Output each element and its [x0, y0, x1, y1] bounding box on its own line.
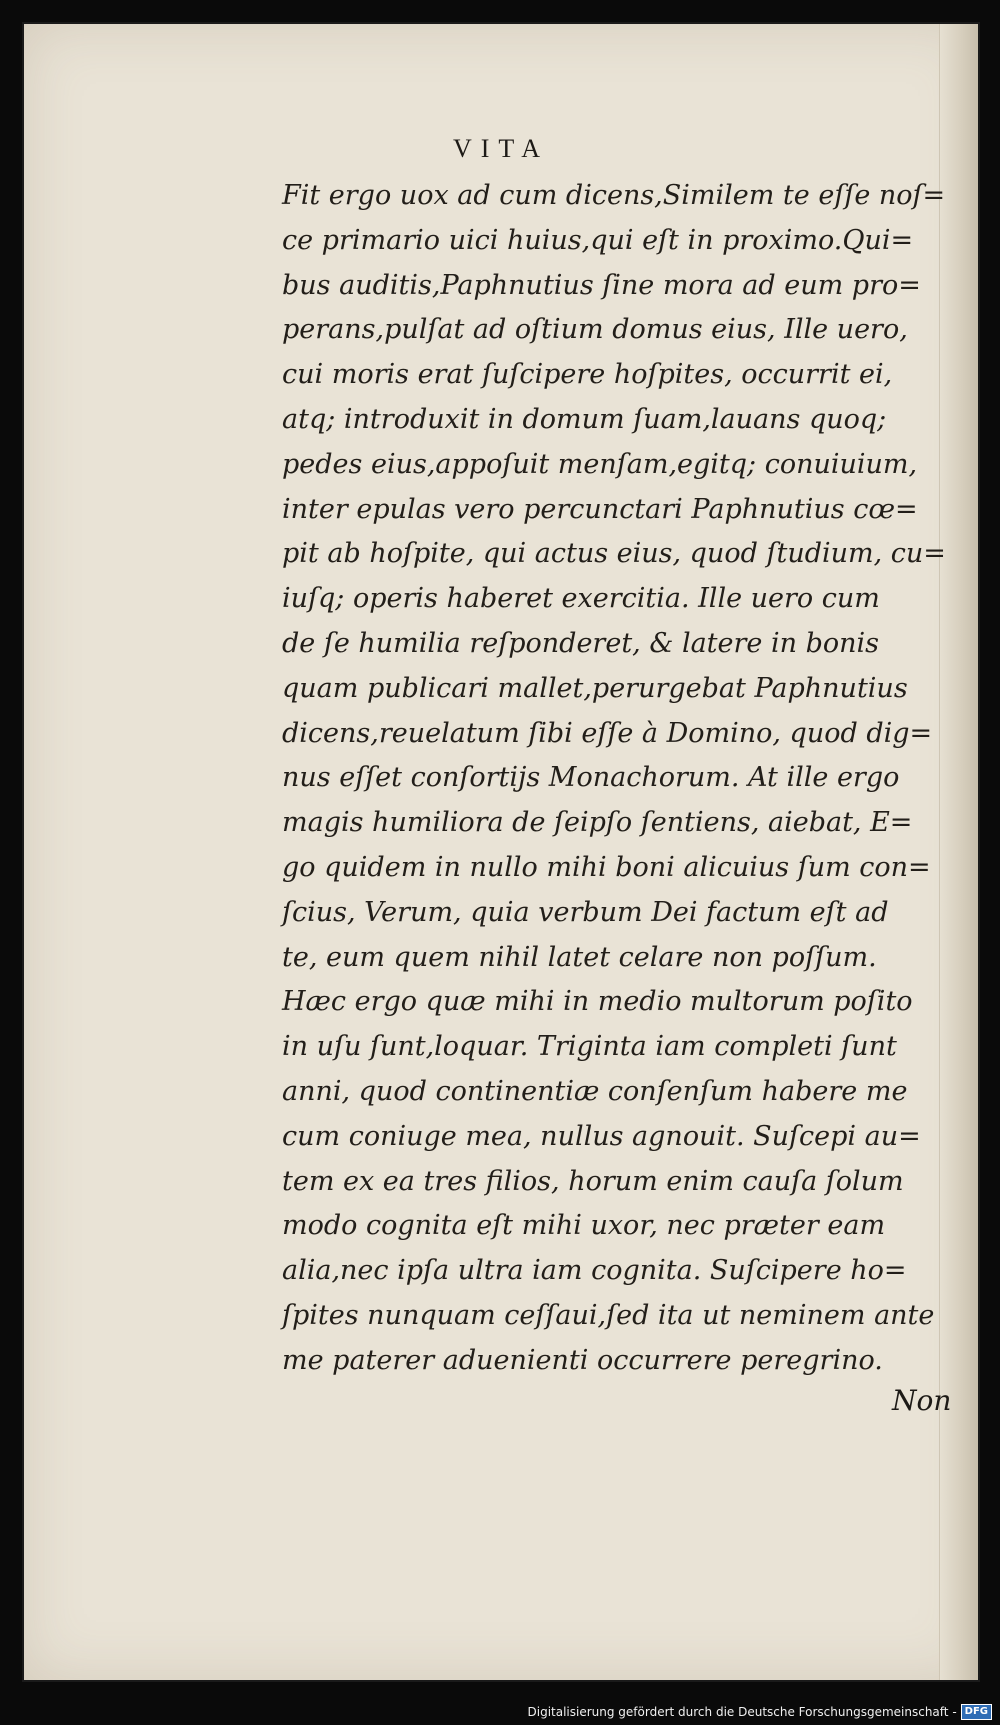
book-page — [22, 22, 980, 1682]
text-line: cum coniuge mea, nullus agnouit. Suſcepi au= — [282, 1120, 921, 1152]
text-line: ce primario uici huius,qui eſt in proximo.Qui= — [282, 224, 914, 256]
text-line: pit ab hoſpite, qui actus eius, quod ſtudium, cu= — [282, 538, 946, 570]
text-line: in uſu ſunt,loquar. Triginta iam completi ſunt — [282, 1031, 897, 1063]
text-line: atq; introduxit in domum ſuam,lauans quoq; — [282, 403, 887, 435]
text-block — [282, 174, 982, 1384]
text-line: me paterer aduenienti occurrere peregrino. — [282, 1344, 883, 1376]
text-line: de ſe humilia reſponderet, & latere in bonis — [282, 627, 880, 659]
text-line: modo cognita eſt mihi uxor, nec præter eam — [282, 1210, 886, 1242]
text-line: bus auditis,Paphnutius ſine mora ad eum pro= — [282, 269, 921, 301]
digitization-credit — [528, 1701, 993, 1723]
text-line: go quidem in nullo mihi boni alicuius ſum con= — [282, 851, 931, 883]
text-line: pedes eius,appoſuit menſam,egitq; conuiuium, — [282, 448, 918, 480]
text-line: alia,nec ipſa ultra iam cognita. Suſcipere ho= — [282, 1255, 907, 1287]
text-line: nus eſſet conſortijs Monachorum. At ille ergo — [282, 762, 900, 794]
text-line: anni, quod continentiæ conſenſum habere me — [282, 1075, 908, 1107]
text-line: cui moris erat ſuſcipere hoſpites, occurrit ei, — [282, 359, 893, 391]
text-line: quam publicari mallet,perurgebat Paphnutius — [282, 672, 908, 704]
text-line: magis humiliora de ſeipſo ſentiens, aiebat, E= — [282, 807, 913, 839]
text-line: iuſq; operis haberet exercitia. Ille uero cum — [282, 583, 880, 615]
text-line: dicens,reuelatum ſibi eſſe à Domino, quod dig= — [282, 717, 933, 749]
text-line: perans,pulſat ad oſtium domus eius, Ille uero, — [282, 314, 908, 346]
text-line: te, eum quem nihil latet celare non poſſum. — [282, 941, 877, 973]
catchword: Non — [892, 1384, 952, 1417]
text-line: tem ex ea tres filios, horum enim cauſa ſolum — [282, 1165, 904, 1197]
text-line: ſpites nunquam ceſſaui,ſed ita ut neminem ante — [282, 1299, 935, 1331]
text-line: Fit ergo uox ad cum dicens,Similem te eſſe noſ= — [282, 180, 946, 211]
text-line: Hæc ergo quæ mihi in medio multorum poſito — [282, 986, 913, 1018]
text-line: inter epulas vero percunctari Paphnutius cœ= — [282, 493, 918, 525]
dfg-logo-icon: DFG — [961, 1704, 992, 1720]
running-head: VITA — [452, 134, 549, 163]
text-line: ſcius, Verum, quia verbum Dei factum eſt ad — [282, 896, 889, 928]
credit-text: Digitalisierung gefördert durch die Deutsche Forschungsgemeinschaft - — [527, 1705, 957, 1719]
